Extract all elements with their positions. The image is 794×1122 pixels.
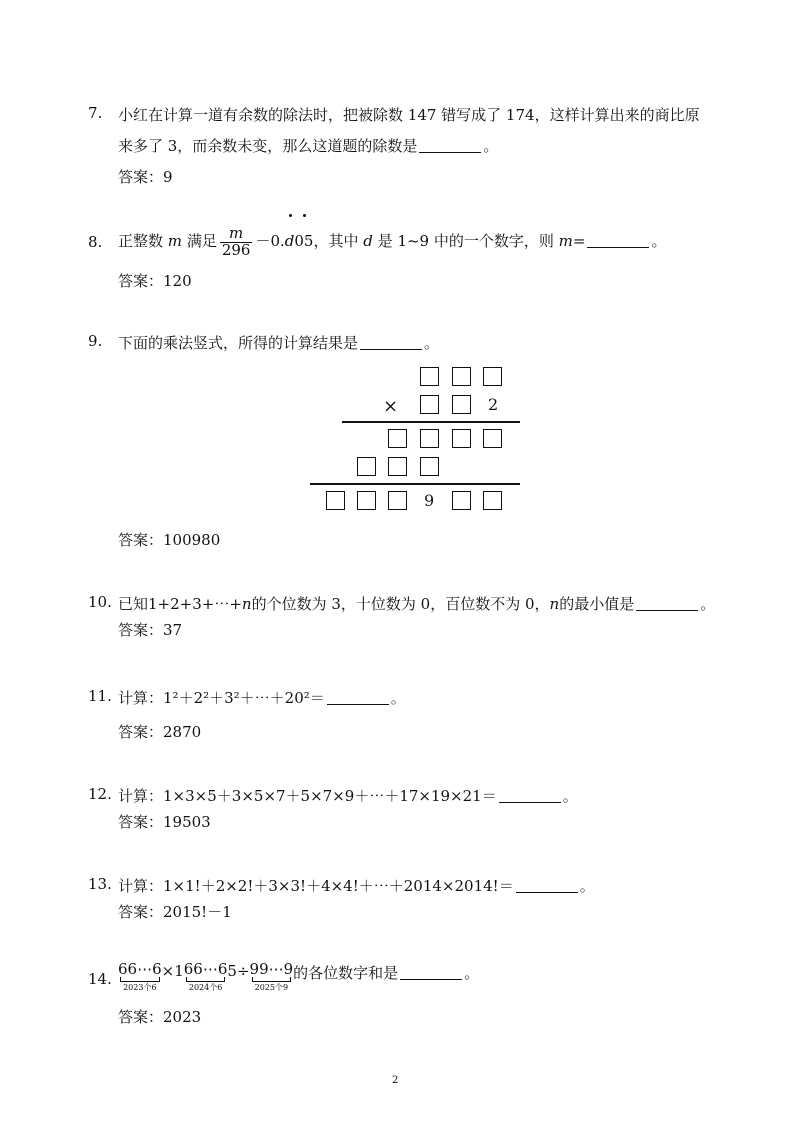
- q8-mid1: 满足: [186, 232, 217, 250]
- q7-period: 。: [483, 137, 499, 155]
- digit-box: [452, 491, 471, 510]
- q12-period: 。: [562, 787, 578, 805]
- rule-line: [310, 483, 520, 485]
- q11-answer-blank: [327, 689, 389, 705]
- q13-pre: 计算：: [118, 877, 164, 895]
- q8-pre: 正整数: [118, 232, 164, 250]
- q10-pre: 已知1+2+3+⋯+: [118, 595, 242, 613]
- q14-op1: ×1: [161, 962, 184, 980]
- page-number: 2: [392, 1075, 399, 1086]
- digit-box: [388, 457, 407, 476]
- q12-answer-blank: [499, 787, 561, 803]
- digit-nine: 9: [424, 491, 435, 510]
- q12-number: 12.: [88, 785, 112, 803]
- q13-answer-blank: [516, 877, 578, 893]
- q9-period: 。: [424, 334, 440, 352]
- q14-group-2023-sixes: [118, 962, 162, 992]
- digit-box: [420, 395, 439, 414]
- q8-number: 8.: [88, 233, 103, 251]
- digit-box: [326, 491, 345, 510]
- digit-two: 2: [488, 395, 499, 414]
- digit-box: [483, 429, 502, 448]
- q7-text-line2-body: 来多了 3，而余数未变，那么这道题的除数是: [118, 137, 418, 155]
- q11-expression: 1²＋2²＋3²＋⋯＋20²＝: [163, 689, 325, 707]
- q12-text: [118, 785, 578, 806]
- q7-text-line2: [118, 135, 498, 156]
- q12-answer: 答案：19503: [118, 813, 211, 831]
- q9-text-body: 下面的乘法竖式，所得的计算结果是: [118, 334, 359, 352]
- q8-fraction: [220, 223, 253, 259]
- q10-answer-blank: [636, 595, 698, 611]
- q14-post: 的各位数字和是: [293, 964, 399, 982]
- digit-box: [357, 457, 376, 476]
- times-sign: ×: [383, 396, 399, 417]
- q12-pre: 计算：: [118, 787, 164, 805]
- q14-group-2024-sixes: [184, 962, 228, 992]
- q8-answer-blank: [587, 232, 649, 248]
- q14-group3-digits: 99⋯9: [249, 960, 294, 978]
- q7-number: 7.: [88, 104, 103, 122]
- q8-var-d: d: [363, 232, 373, 250]
- q14-group1-label: 2023个6: [123, 983, 157, 992]
- q8-m-equals: m=: [558, 232, 586, 250]
- q9-answer: 答案：100980: [118, 531, 221, 549]
- q14-answer: 答案：2023: [118, 1008, 202, 1026]
- rule-line: [342, 421, 520, 423]
- q8-text: [118, 217, 666, 265]
- q8-minus-decimal: －0.: [255, 232, 285, 250]
- q8-answer: 答案：120: [118, 272, 192, 290]
- q14-tail2: 5÷: [227, 962, 250, 980]
- q8-mid3: 是 1~9 中的一个数字，则: [377, 232, 554, 250]
- digit-box: [452, 367, 471, 386]
- q8-repeating-d: d: [285, 217, 295, 265]
- q12-expression: 1×3×5＋3×5×7＋5×7×9＋⋯＋17×19×21＝: [163, 787, 497, 805]
- q11-period: 。: [390, 689, 406, 707]
- q13-number: 13.: [88, 875, 112, 893]
- digit-box: [452, 429, 471, 448]
- q8-repeating-tail: 05: [294, 217, 313, 265]
- q8-frac-numerator: m: [220, 226, 253, 243]
- q13-answer: 答案：2015!－1: [118, 903, 232, 921]
- q10-mid: 的个位数为 3，十位数为 0，百位数不为 0，: [251, 595, 550, 613]
- q11-number: 11.: [88, 687, 112, 705]
- q10-text: [118, 593, 715, 614]
- q11-pre: 计算：: [118, 689, 164, 707]
- q7-text-line1: 小红在计算一道有余数的除法时，把被除数 147 错写成了 174，这样计算出来的商比原: [118, 106, 700, 124]
- q7-answer-blank: [419, 137, 481, 153]
- q7-answer: 答案：9: [118, 168, 173, 186]
- digit-box: [388, 491, 407, 510]
- q14-number: 14.: [88, 970, 112, 988]
- q13-period: 。: [579, 877, 595, 895]
- digit-box: [452, 395, 471, 414]
- q13-text: [118, 875, 595, 896]
- q8-frac-denominator: 296: [221, 240, 251, 259]
- digit-box: [420, 457, 439, 476]
- q14-group2-digits: 66⋯6: [183, 960, 228, 978]
- q8-period: 。: [651, 232, 667, 250]
- q14-text: [118, 962, 479, 992]
- q14-group2-label: 2024个6: [188, 983, 223, 992]
- q8-mid2: ，其中: [313, 232, 359, 250]
- digit-box: [388, 429, 407, 448]
- digit-box: [420, 367, 439, 386]
- q14-answer-blank: [400, 964, 462, 980]
- q9-text: [118, 332, 439, 353]
- q10-post: 的最小值是: [559, 595, 635, 613]
- q9-answer-blank: [360, 334, 422, 350]
- digit-box: [483, 491, 502, 510]
- q11-answer: 答案：2870: [118, 723, 202, 741]
- q10-answer: 答案：37: [118, 621, 183, 639]
- q10-var-n2: n: [549, 595, 560, 613]
- q10-period: 。: [700, 595, 716, 613]
- q13-expression: 1×1!＋2×2!＋3×3!＋4×4!＋⋯＋2014×2014!＝: [163, 877, 514, 895]
- q9-number: 9.: [88, 332, 103, 350]
- q14-group-2025-nines: [250, 962, 294, 992]
- q14-group3-label: 2025个9: [254, 983, 289, 992]
- q10-var-n: n: [241, 595, 252, 613]
- q14-group1-digits: 66⋯6: [118, 960, 162, 978]
- q10-number: 10.: [88, 593, 112, 611]
- digit-box: [357, 491, 376, 510]
- q8-var-m: m: [167, 232, 183, 250]
- q14-period: 。: [464, 964, 480, 982]
- q11-text: [118, 687, 406, 708]
- digit-box: [483, 367, 502, 386]
- digit-box: [420, 429, 439, 448]
